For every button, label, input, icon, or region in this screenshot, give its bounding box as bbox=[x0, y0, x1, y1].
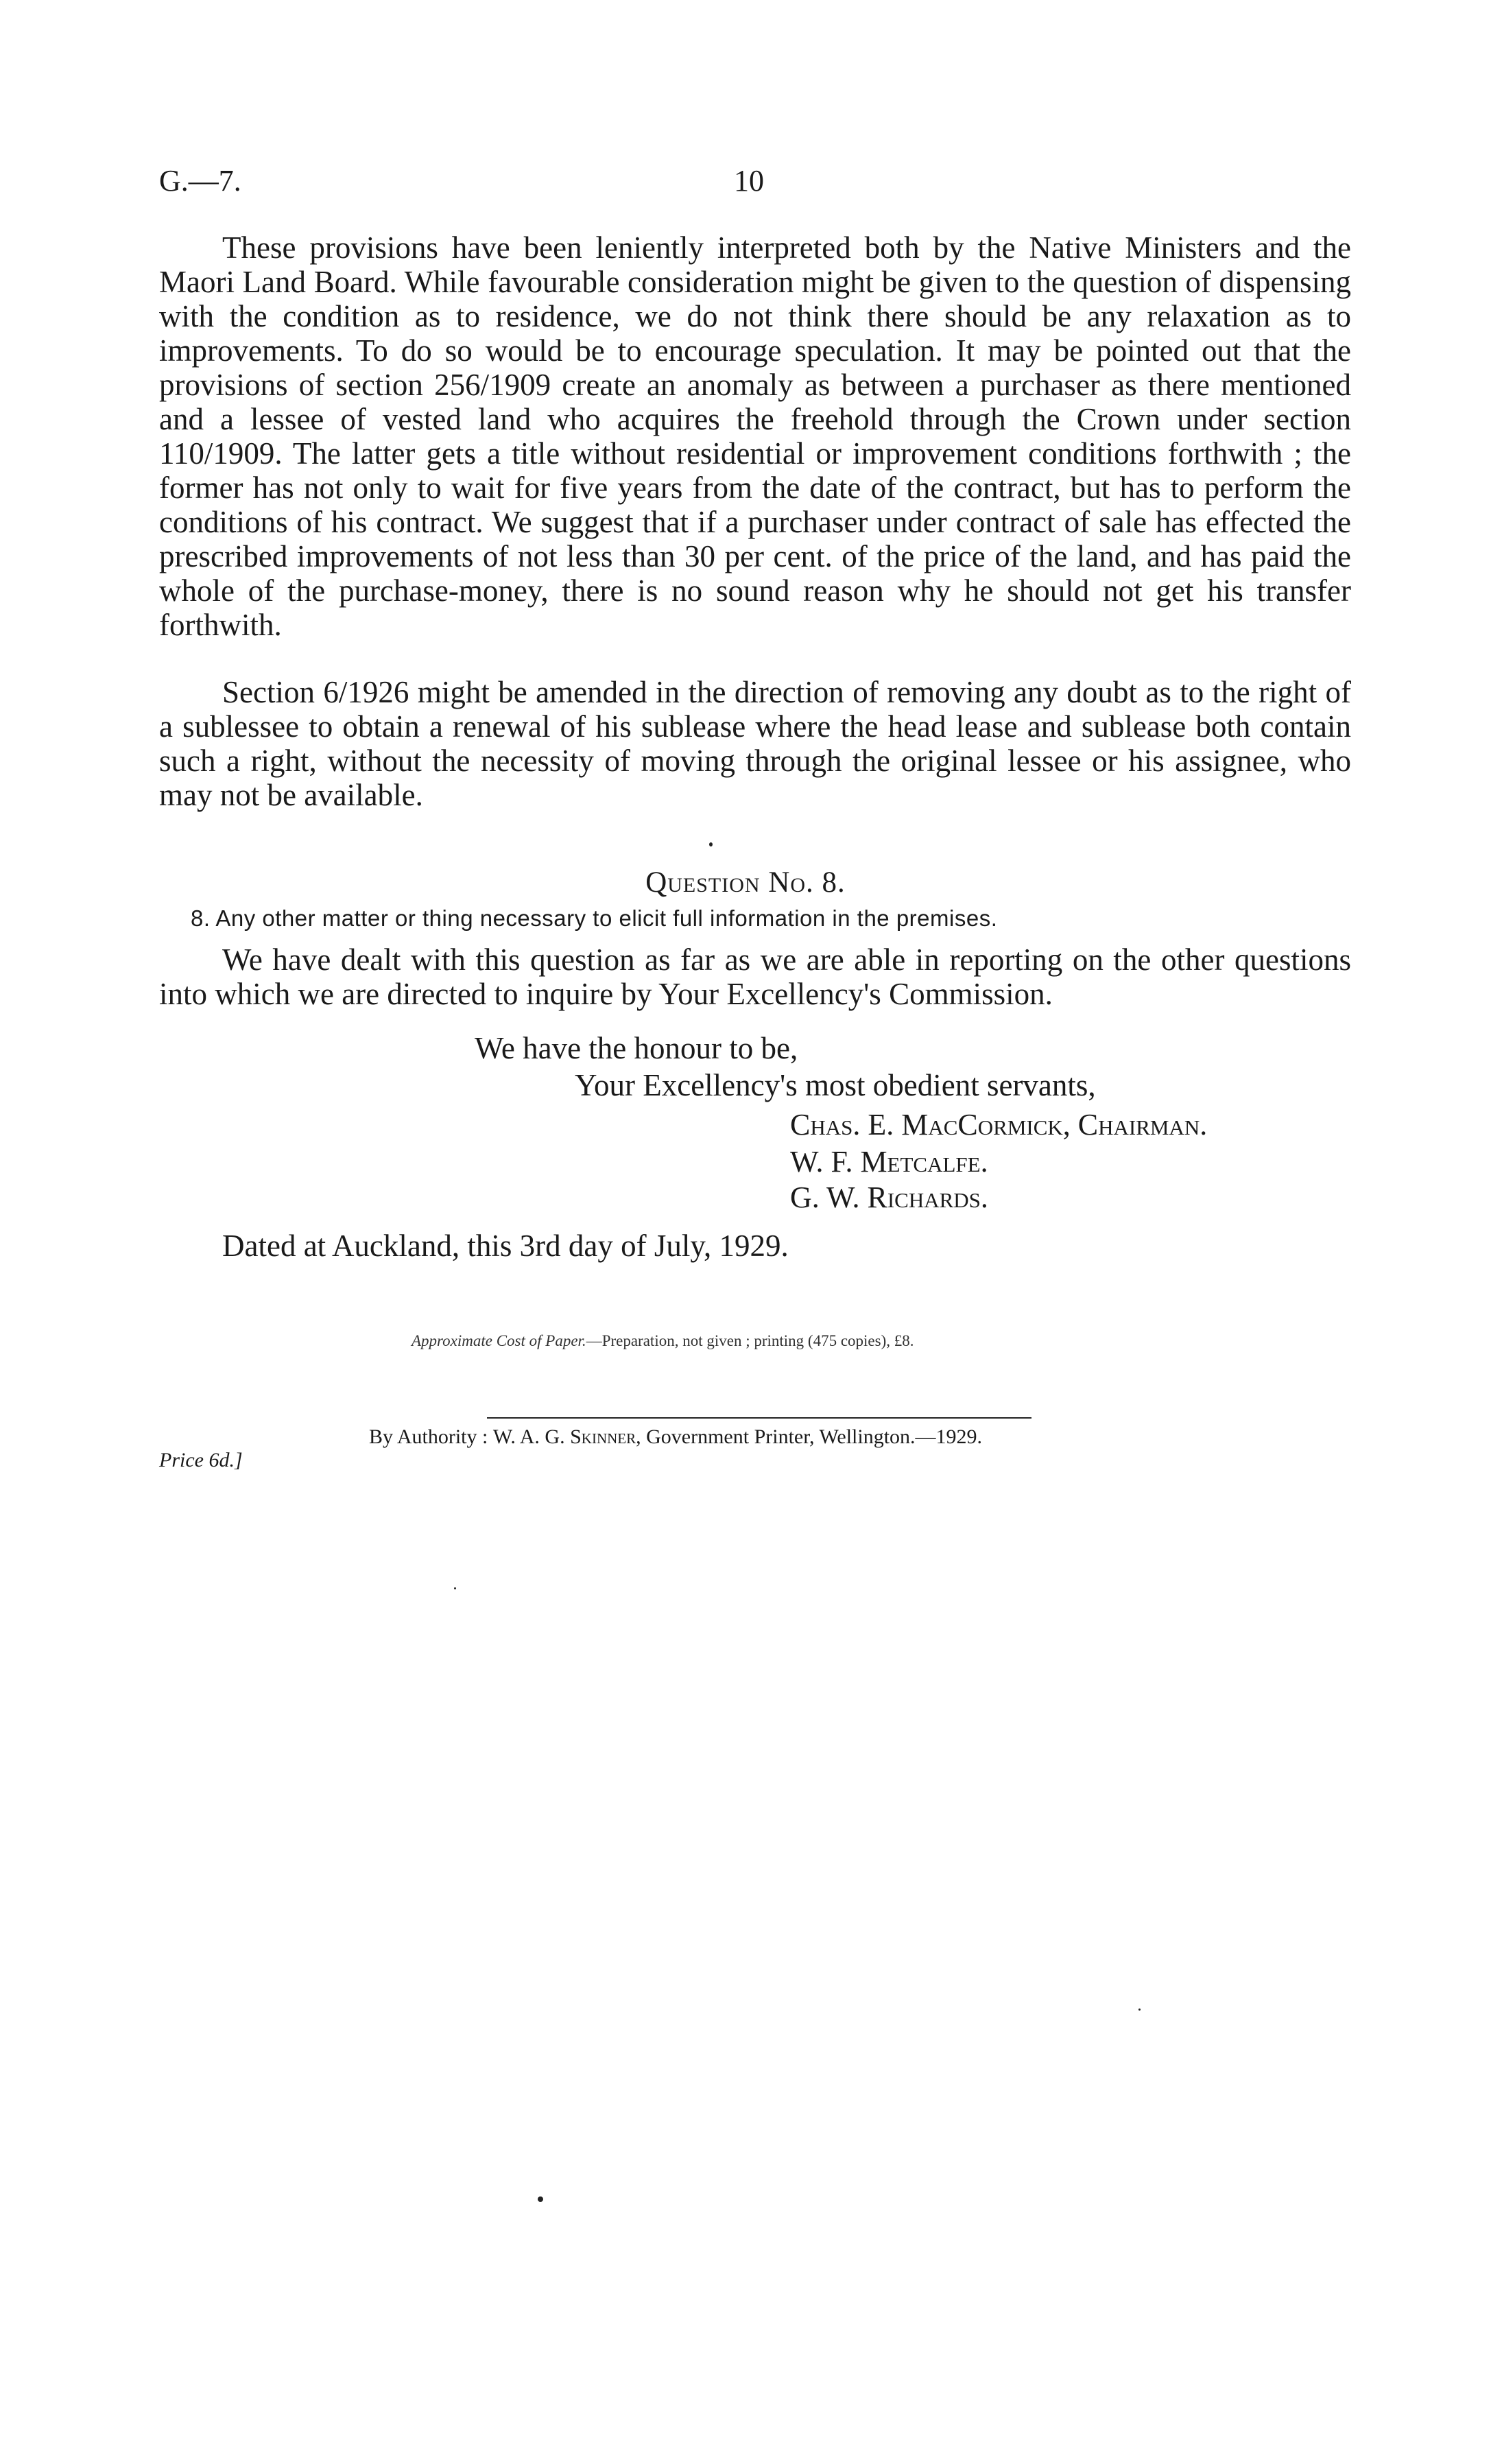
ink-speck bbox=[454, 1587, 456, 1589]
cost-note bbox=[411, 1332, 914, 1350]
closing-valediction: Your Excellency's most obedient servants, bbox=[575, 1068, 1096, 1102]
printer-authority bbox=[369, 1425, 982, 1449]
paragraph-text: These provisions have been leniently interpreted both by the Native Ministers and the Maori Land Board. While favourable consideration might be given to the question of dispensing with the condition as to residence, we do not think there should be any relaxation as to improvements. To do so would be to encourage speculation. It may be pointed out that the provisions of section 256/1909 create an anomaly as between a purchaser as there mentioned and a lessee of vested land who acquires the freehold through the Crown under section 110/1909. The latter gets a title without residential or improvement conditions forthwith ; the former has not only to wait for five years from the date of the contract, but has to perform the conditions of his contract. We suggest that if a purchaser under contract of sale has effected the prescribed improvements of not less than 30 per cent. of the price of the land, and has paid the whole of the purchase-money, there is no sound reason why he should not get his transfer forthwith. bbox=[159, 230, 1351, 642]
body-paragraph-3 bbox=[159, 943, 1351, 1011]
footer-rule bbox=[487, 1417, 1031, 1419]
dated-line: Dated at Auckland, this 3rd day of July, 1929. bbox=[222, 1229, 789, 1263]
ink-speck bbox=[538, 2196, 543, 2202]
question-text: 8. Any other matter or thing necessary to elicit full information in the premises. bbox=[191, 905, 998, 931]
signatory-chairman: Chas. E. MacCormick, Chairman. bbox=[790, 1108, 1208, 1141]
ink-speck bbox=[1138, 2009, 1141, 2011]
body-paragraph-2 bbox=[159, 675, 1351, 812]
document-reference: G.—7. bbox=[159, 164, 241, 198]
paragraph-text: We have dealt with this question as far as we are able in reporting on the other questions into which we are directed to inquire by Your Excellency's Commission. bbox=[159, 943, 1351, 1011]
question-heading: Question No. 8. bbox=[645, 866, 846, 899]
cost-label: Approximate Cost of Paper. bbox=[411, 1332, 586, 1349]
closing-salutation: We have the honour to be, bbox=[475, 1031, 798, 1065]
body-paragraph-1 bbox=[159, 230, 1351, 642]
signatory-member: W. F. Metcalfe. bbox=[790, 1145, 988, 1178]
price-note: Price 6d.] bbox=[159, 1449, 243, 1471]
authority-label: By Authority : bbox=[369, 1425, 488, 1448]
printer-name: W. A. G. Skinner, bbox=[492, 1425, 641, 1448]
printer-details: Government Printer, Wellington.—1929. bbox=[646, 1425, 983, 1448]
page-number: 10 bbox=[734, 164, 764, 198]
ink-speck bbox=[709, 842, 713, 846]
cost-text: —Preparation, not given ; printing (475 copies), £8. bbox=[586, 1332, 914, 1349]
paragraph-text: Section 6/1926 might be amended in the direction of removing any doubt as to the right of a sublessee to obtain a renewal of his sublease where the head lease and sublease both contain such a right, without the necessity of moving through the original lessee or his assignee, who may not be available. bbox=[159, 675, 1351, 812]
signatory-member: G. W. Richards. bbox=[790, 1181, 988, 1214]
